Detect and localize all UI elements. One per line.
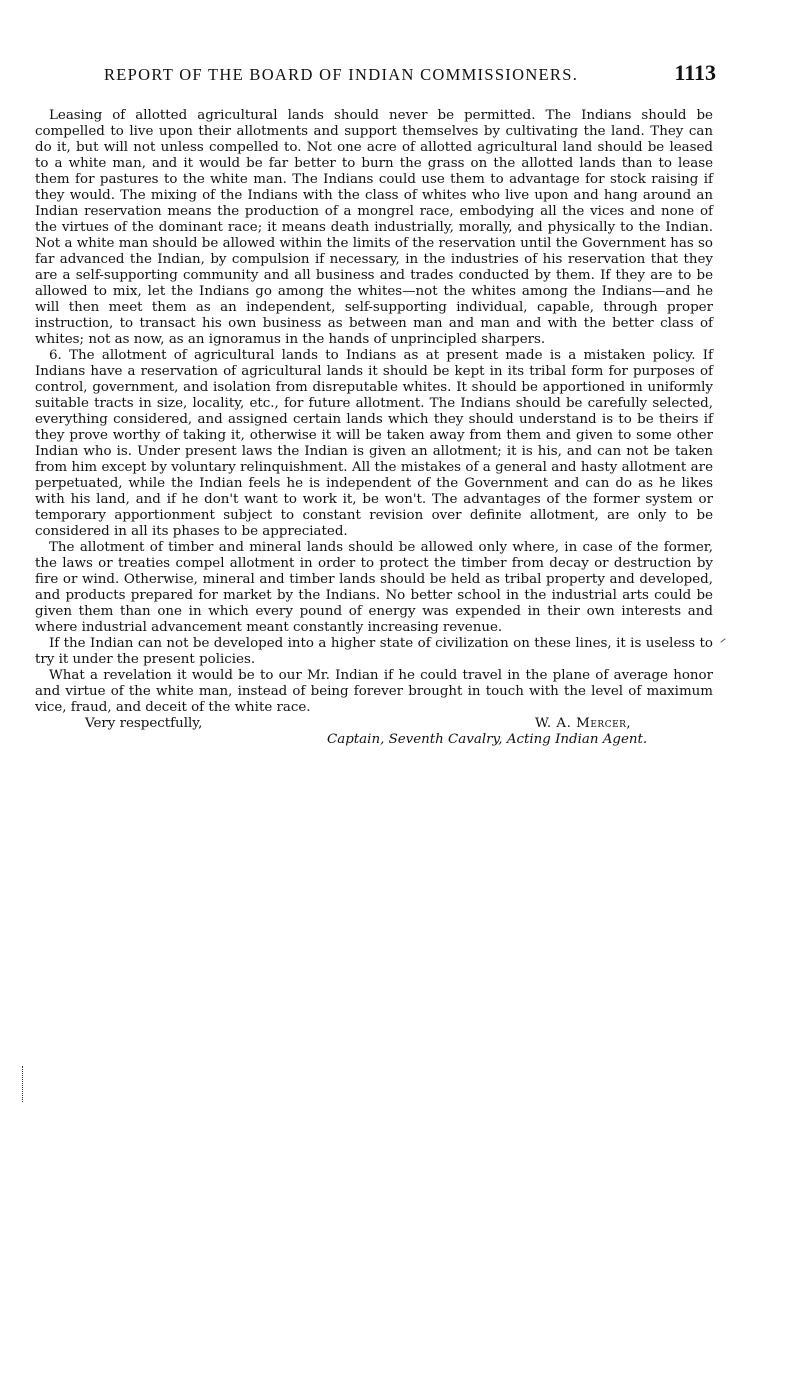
binding-mark: [22, 1066, 24, 1102]
paragraph-leasing: Leasing of allotted agricultural lands should never be permitted. The Indians should be compelled to live upon their allotments and support themselves by cultivating the land. They can do it, but will not unless compelled to. Not one acre of allotted agricultural land should be leased to a white man, and it would be far better to burn the grass on the allotted lands than to lease them for pastures to the white man. The Indians could use them to advantage for stock raising if they would. The mixing of the Indians with the class of whites who live upon and hang around an Indian reservation means the production of a mongrel race, embodying all the vices and none of the virtues of the dominant race; it means death industrially, morally, and physically to the Indian. Not a white man should be allowed within the limits of the reservation until the Government has so far advanced the Indian, by compulsion if necessary, in the industries of his reservation that they are a self-supporting community and all business and trades conducted by them. If they are to be allowed to mix, let the Indians go among the whites—not the whites among the Indians—and he will then meet them as an independent, self-supporting individual, capable, through proper instruction, to transact his own business as between man and man and with the better class of whites; not as now, as an ignoramus in the hands of unprincipled sharpers.: [35, 108, 713, 347]
running-title: REPORT OF THE BOARD OF INDIAN COMMISSIONERS.: [104, 65, 579, 84]
margin-mark: [720, 638, 725, 643]
paragraph-civilization: If the Indian can not be developed into a higher state of civilization on these lines, it is useless to try it under the present policies.: [35, 636, 713, 667]
signer-surname: Mercer,: [576, 716, 632, 731]
salutation: Very respectfully,: [85, 716, 203, 731]
report-body: [35, 108, 713, 748]
signer-initials: W. A.: [535, 716, 572, 731]
paragraph-revelation: What a revelation it would be to our Mr. Indian if he could travel in the plane of average honor and virtue of the white man, instead of being forever brought in touch with the level of maximum vice, fraud, and deceit of the white race.: [35, 668, 713, 715]
page-header: [104, 60, 716, 92]
closing-line: [35, 716, 713, 732]
paragraph-allotment-policy: 6. The allotment of agricultural lands to Indians as at present made is a mistaken policy. If Indians have a reservation of agricultural lands it should be kept in its tribal form for purposes of control, government, and isolation from disreputable whites. It should be apportioned in uniformly suitable tracts in size, locality, etc., for future allotment. The Indians should be carefully selected, everything considered, and assigned certain lands which they should understand is to be theirs if they prove worthy of taking it, otherwise it will be taken away from them and given to some other Indian who is. Under present laws the Indian is given an allotment; it is his, and can not be taken from him except by voluntary relinquishment. All the mistakes of a general and hasty allotment are perpetuated, while the Indian feels he is independent of the Government and can do as he likes with his land, and if he don't want to work it, be won't. The advantages of the former system or temporary apportionment subject to constant revision over definite allotment, are only to be considered in all its phases to be appreciated.: [35, 348, 713, 539]
signer-name: [535, 716, 631, 732]
page-number: 1113: [674, 60, 716, 85]
signature-block: [35, 732, 713, 748]
signer-title: Captain, Seventh Cavalry, Acting Indian Agent.: [327, 732, 648, 747]
paragraph-timber-mineral: The allotment of timber and mineral lands should be allowed only where, in case of the former, the laws or treaties compel allotment in order to protect the timber from decay or destruction by fire or wind. Otherwise, mineral and timber lands should be held as tribal property and developed, and products prepared for market by the Indians. No better school in the industrial arts could be given them than one in which every pound of energy was expended in their own interests and where industrial advancement meant constantly increasing revenue.: [35, 540, 713, 635]
